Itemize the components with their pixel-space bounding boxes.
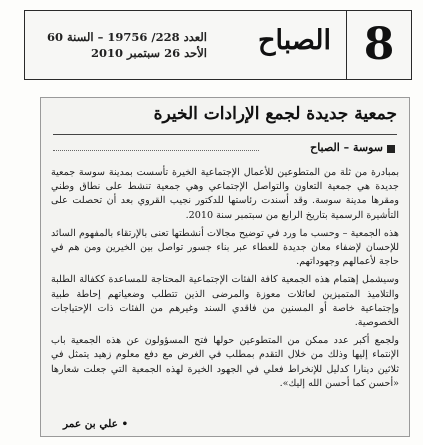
article-box (40, 97, 410, 437)
paragraph: ولجمع أكبر عدد ممكن من المتطوعين حولها فتح المسؤولون عن هذه الجمعية باب الإنتماء إليها وذلك من خلال التقدم بمطلب في الغرض مع دفع معلوم زهيد يتمثل في ثلاثين دينارا كدليل للإنخراط فعلي في الجهود الخيرة لهذه الجمعية التي جعلت شعارها «أحسن كما أحسن الله إليك». (51, 335, 399, 389)
page-number: 8 (363, 19, 395, 70)
paragraph: هذه الجمعية – وحسب ما ورد في توضيح مجالات أنشطتها تعنى بالإرتقاء بالمفهوم السائد للإحسان لإضفاء معان جديدة للعطاء عبر بناء جسور تواصل بين الخيرين ومن هم في حاجة لأعمالهم وجهوداتهم. (51, 227, 399, 268)
paragraph: بمبادرة من ثلة من المتطوعين للأعمال الإجتماعية الخيرة تأسست بمدينة سوسة جمعية جديدة هي جمعية التعاون والتواصل الإجتماعي وهي جمعية تنشط على نطاق وطني ومقرها مدينة سوسة. وقد أسندت رئاستها للدكتور نجيب القروي بعد أن تحصلت على التأشيرة الرسمية بتاريخ الرابع من سبتمبر سنة 2010. (51, 167, 399, 221)
newspaper-logo: الصباح (258, 25, 331, 56)
issue-number: العدد 228/ 19756 – السنة 60 (46, 30, 207, 44)
article-body (51, 166, 399, 395)
headline-divider (53, 134, 397, 135)
issue-date: الأحد 26 سبتمبر 2010 (91, 46, 207, 60)
article-author: • علي بن عمر (63, 418, 129, 430)
dateline-divider (53, 150, 259, 151)
article-headline: جمعية جديدة لجمع الإرادات الخيرة (153, 104, 397, 124)
page-header (24, 10, 412, 80)
dateline-marker (387, 145, 395, 153)
page-number-box (346, 11, 411, 79)
issue-info (37, 29, 207, 61)
paragraph: وسيشمل إهتمام هذه الجمعية كافة الفئات الإجتماعية المحتاجة للمساعدة ككفالة الطلبة والتلاميذ المتميزين لعائلات معوزة والمرضى الذين تتطلب وضعياتهم إحاطة طبية وإجتماعية خاصة أو المسنين من فاقدي السند وغيرهم من الفئات ذات الإحتياجات الخصوصية. (51, 274, 399, 329)
article-dateline: سوسة – الصباح (310, 141, 383, 154)
